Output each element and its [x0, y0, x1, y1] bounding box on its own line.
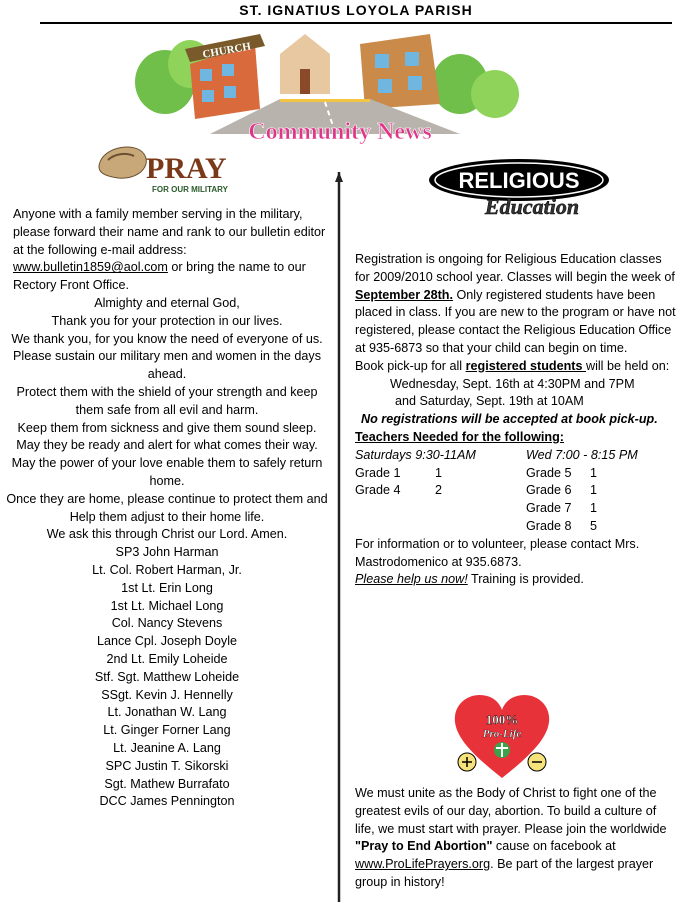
column-divider [333, 172, 345, 902]
book-pickup-text: Book pick-up for all registered students will be held on: [355, 358, 670, 373]
grade-row [355, 482, 526, 500]
military-names-list [6, 544, 328, 811]
grade-row [526, 465, 638, 483]
grade-count: 1 [435, 465, 443, 480]
grade-row [526, 482, 638, 500]
military-name: Lt. Ginger Forner Lang [103, 723, 231, 738]
page-header: ST. IGNATIUS LOYOLA PARISH [40, 0, 672, 24]
grade-label: Grade 5 [526, 465, 572, 480]
svg-text:CHURCH: CHURCH [201, 40, 252, 61]
no-registration-notice: No registrations will be accepted at book pick-up. [361, 412, 658, 427]
pickup-date-2: and Saturday, Sept. 19th at 10AM [395, 394, 584, 409]
grade-count: 1 [590, 465, 598, 480]
military-name: Lt. Jeanine A. Lang [113, 740, 221, 755]
prolife-prayers-link[interactable]: www.ProLifePrayers.org [355, 857, 491, 872]
military-name: SP3 John Harman [115, 545, 219, 560]
volunteer-info: For information or to volunteer, please contact Mrs. Mastrodomenico at 935.6873. [355, 536, 640, 569]
military-prayer-column [6, 206, 328, 811]
prayer-line: Please sustain our military men and women in the days ahead. [13, 349, 321, 382]
prayer-line: May the power of your love enable them to safely return home. [11, 456, 323, 488]
grade-label: Grade 1 [355, 465, 401, 480]
svg-text:Pro-Life: Pro-Life [482, 728, 522, 740]
community-news-banner [130, 24, 550, 146]
svg-text:Education: Education [484, 194, 580, 219]
svg-text:PRAY: PRAY [146, 152, 227, 185]
pickup-date-1: Wednesday, Sept. 16th at 4:30PM and 7PM [390, 376, 635, 391]
pro-life-heart-logo [449, 690, 555, 784]
prayer-line: We ask this through Christ our Lord. Amen. [46, 527, 288, 542]
military-prayer [6, 295, 328, 544]
military-name: Lt. Jonathan W. Lang [107, 705, 227, 720]
prayer-line: Protect them with the shield of your strength and keep them safe from all evil and harm. [16, 384, 318, 417]
military-name: 1st Lt. Michael Long [110, 598, 224, 613]
grade-label: Grade 8 [526, 518, 572, 533]
prayer-line: Thank you for your protection in our lives. [51, 313, 283, 328]
military-name: Sgt. Mathew Burrafato [104, 776, 230, 791]
svg-text:100%: 100% [485, 712, 519, 727]
wednesday-grades [526, 465, 638, 536]
teachers-needed-table [355, 447, 638, 536]
teachers-needed-heading: Teachers Needed for the following: [355, 429, 564, 444]
military-name: 1st Lt. Erin Long [121, 580, 213, 595]
grade-label: Grade 6 [526, 483, 572, 498]
pro-life-text: We must unite as the Body of Christ to fight one of the greatest evils of our day, abortion. To build a culture of life, we must start with prayer. Please join the worldwide "Pray to End Abortion" cause on facebook at www.ProLifePrayers.org. Be part of the largest prayer group in history! [355, 786, 667, 889]
grade-row [355, 465, 526, 483]
saturday-grades [355, 465, 526, 536]
military-name: DCC James Pennington [99, 794, 235, 809]
banner-title: Community News [248, 119, 432, 145]
prayer-line: We thank you, for you know the need of everyone of us. [11, 331, 323, 346]
grade-count: 1 [590, 501, 598, 516]
grade-label: Grade 7 [526, 501, 572, 516]
grade-row [526, 500, 638, 518]
prayer-line: Almighty and eternal God, [94, 295, 240, 310]
prayer-line: Help them adjust to their home life. [69, 509, 265, 524]
military-name: SPC Justin T. Sikorski [105, 758, 229, 773]
military-name: Col. Nancy Stevens [111, 616, 223, 631]
prayer-line: May they be ready and alert for what comes their way. [16, 438, 318, 453]
military-name: SSgt. Kevin J. Hennelly [101, 687, 233, 702]
pray-for-military-logo [96, 140, 246, 200]
military-name: Lt. Col. Robert Harman, Jr. [92, 562, 242, 577]
registration-text: Registration is ongoing for Religious Education classes for 2009/2010 school year. Classes will begin the week of September 28th. Only registered students have been placed in class. If you are new to the program or have not registered, please contact the Religious Education Office at 935-6873 so that your child can begin on time. [355, 252, 676, 355]
military-name: 2nd Lt. Emily Loheide [106, 651, 228, 666]
grade-label: Grade 4 [355, 483, 401, 498]
grade-count: 2 [435, 483, 443, 498]
grade-count: 5 [590, 518, 598, 533]
svg-text:RELIGIOUS: RELIGIOUS [458, 168, 580, 193]
religious-education-logo [428, 158, 610, 220]
help-line: Please help us now! Training is provided. [355, 572, 584, 587]
military-name: Stf. Sgt. Matthew Loheide [94, 669, 240, 684]
military-name: Lance Cpl. Joseph Doyle [96, 634, 237, 649]
saturday-heading: Saturdays 9:30-11AM [355, 447, 476, 462]
grade-row [526, 518, 638, 536]
svg-text:FOR OUR MILITARY: FOR OUR MILITARY [152, 185, 228, 194]
military-intro: Anyone with a family member serving in the military, please forward their name and rank to our bulletin editor at the following e-mail address: www.bulletin1859@aol.com or bring the name to our Rectory Front Office. [13, 207, 326, 293]
prayer-line: Once they are home, please continue to protect them and [6, 491, 328, 506]
bulletin-email-link[interactable]: www.bulletin1859@aol.com [13, 260, 168, 275]
wednesday-heading: Wed 7:00 - 8:15 PM [526, 447, 638, 462]
religious-education-column [355, 251, 677, 589]
grade-count: 1 [590, 483, 598, 498]
prayer-line: Keep them from sickness and give them sound sleep. [17, 420, 317, 435]
